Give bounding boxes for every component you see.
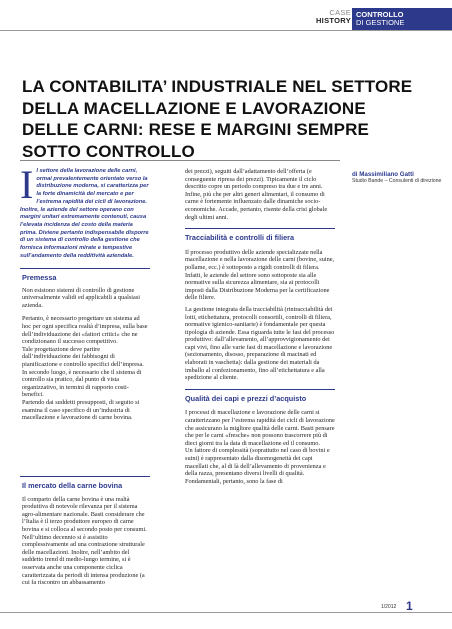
paragraph: Nell’ultimo decennio si è assistito complessivamente ad una contrazione strutturale delle macellazioni. Inoltre, nell’ambito del suddetto trend di medio-lungo termine, si è osservata anche una componente ciclica caratterizzata da periodi di intensa produzione (a cui fa riscontro un abbassamento bbox=[22, 533, 145, 587]
column-1-top bbox=[22, 274, 150, 428]
paragraph: La gestione integrata della tracciabilità (rintracciabilità dei lotti, etichettatura, protocolli consortili, controlli di filiera, normative igienico-sanitarie) è fondamentale per questa tipologia di aziende. Essa riguarda tutte le fasi del processo produttivo: dall’allevamento, all’approvvigionamento dei capi vivi, fino alle varie fasi di macellazione e lavorazione (sezionamento, disosso, preparazione di macinati ed elaborati in vaschetta): dalla gestione dei materiali da imballo al confezionamento, fino all’etichettatura e alla spedizione al cliente. bbox=[185, 305, 335, 382]
paragraph: In secondo luogo, è necessario che il sistema di controllo sia pratico, dal punto di vista organizzativo, in termini di rapporto costi-benefici. bbox=[22, 368, 142, 399]
paragraph: dei prezzi), seguiti dall’adattamento dell’offerta (e conseguente ripresa dei prezzi). Tipicamente il ciclo descritto copre un periodo compreso tra due e tre anni. bbox=[185, 168, 323, 191]
section-badge-line2: DI GESTIONE bbox=[356, 18, 405, 27]
drop-cap: I bbox=[20, 162, 34, 207]
paragraph: Non esistono sistemi di controllo di gestione universalmente validi ed applicabili a qualsiasi azienda. bbox=[22, 286, 141, 309]
lead-text: l settore della lavorazione delle carni, ormai prevalentemente orientato verso la distribuzione moderna, si caratterizza per la forte dinamicità del mercato e per l’estrema rapidità dei cicli di lavorazione. Inoltre, le aziende del settore operano con margini unitari estremamente contenuti, causa l’elevata incidenza del costo della materia prima. Diviene pertanto indispensabile disporre di un sistema di controllo della gestione che fornisca informazioni mirate e tempestive sull’andamento della redditività aziendale. bbox=[20, 168, 149, 259]
case-history-label bbox=[307, 9, 351, 25]
article-title: LA CONTABILITA’ INDUSTRIALE NEL SETTORE DELLA MACELLAZIONE E LAVORAZIONE DELLE CARNI: RESE E MARGINI SEMPRE SOTTO CONTROLLO bbox=[22, 77, 413, 161]
author-name: di Massimiliano Gatti bbox=[352, 171, 414, 178]
paragraph: Un fattore di complessità (soprattutto nel caso di bovini e suini) è rappresentato dalla disomogeneità dei capi macellati che, al di là dell’allevamento di provenienza e della razza, presentano diversi livelli di qualità. Fondamentali, pertanto, sono la fase di bbox=[185, 447, 330, 485]
paragraph: I processi di macellazione e lavorazione delle carni si caratterizzano per l’estrema rapidità dei cicli di lavorazione che assicurano la migliore qualità delle carni. Basti pensare che per le carni «fresche» non possono trascorrere più di dieci giorni tra la data di macellazione ed il consumo. bbox=[185, 409, 335, 447]
issue-label: 1/2012 bbox=[381, 604, 397, 610]
lead-divider bbox=[20, 268, 150, 269]
section-divider bbox=[185, 389, 335, 390]
author-block bbox=[352, 171, 444, 185]
paragraph: Partendo dai suddetti presupposti, di seguito si esamina il caso specifico di un’industria di macellazione e lavorazione di carne bovina. bbox=[22, 398, 140, 422]
footer-divider bbox=[0, 612, 452, 613]
paragraph: Pertanto, è necessario progettare un sistema ad hoc per ogni specifica realtà d’impresa, sulla base dell’individuazione dei «fattori critici» che ne condizionano il successo competitivo. bbox=[22, 315, 148, 346]
history-label: HISTORY bbox=[315, 16, 351, 25]
paragraph: Infine, più che per altri generi alimentari, il consumo di carne è fortemente influenzato dalle dinamiche socio-economiche. Accade, pertanto, risente della crisi globale degli ultimi anni. bbox=[185, 190, 328, 221]
section-badge-line1: CONTROLLO bbox=[356, 10, 404, 19]
column-1-bottom bbox=[22, 482, 150, 593]
author-affiliation: Studio Bande – Consulenti di direzione bbox=[352, 178, 442, 184]
section-divider bbox=[185, 228, 335, 229]
lead-block bbox=[20, 162, 150, 260]
paragraph: Il processo produttivo delle aziende specializzate nella macellazione e nella lavorazione delle carni (bovine, suine, pollame, ecc.) è sottoposto a rigidi controlli di filiera. Infatti, le aziende del settore sono sottoposte sia alle normative sulla sicurezza alimentare, sia ai protocolli imposti dalla Distribuzione Moderna per la certificazione delle filiere. bbox=[185, 248, 335, 302]
case-label: CASE bbox=[329, 8, 351, 17]
section-heading-tracciabilita: Tracciabilità e controlli di filiera bbox=[185, 233, 295, 243]
section-heading-premessa: Premessa bbox=[22, 273, 57, 282]
paragraph: Il comparto della carne bovina è una realtà produttiva di notevole rilevanza per il sistema agro-alimentare nazionale. Basti considerare che l’Italia è il terzo produttore europeo di carne bovina e si colloca al secondo posto per consumi. bbox=[22, 495, 147, 533]
section-badge bbox=[352, 8, 452, 30]
page-number: 1 bbox=[406, 599, 413, 613]
section-divider bbox=[20, 476, 150, 477]
title-divider bbox=[20, 160, 340, 161]
section-heading-qualita: Qualità dei capi e prezzi d’acquisto bbox=[185, 393, 307, 403]
section-heading-mercato: Il mercato della carne bovina bbox=[22, 481, 123, 490]
paragraph: Tale progettazione deve partire dall’individuazione dei fabbisogni di pianificazione e controllo specifici dell’impresa. bbox=[22, 345, 144, 368]
column-2 bbox=[185, 168, 335, 491]
header-divider bbox=[0, 30, 452, 31]
